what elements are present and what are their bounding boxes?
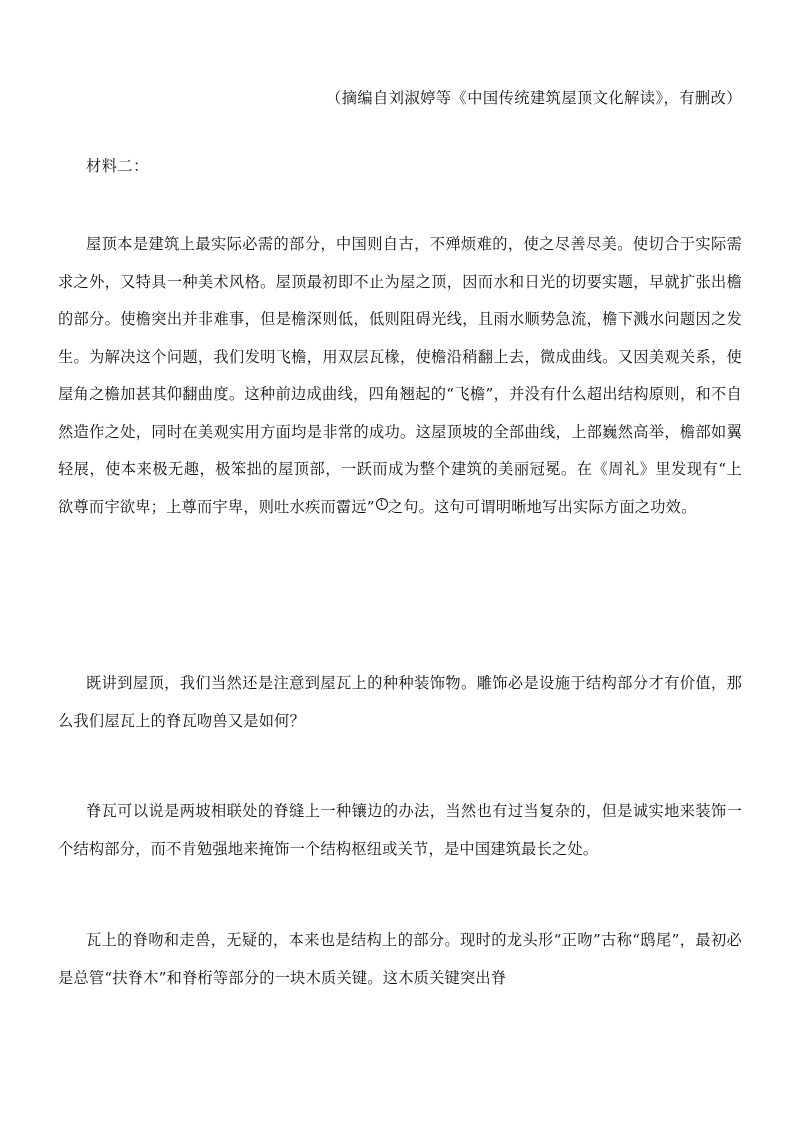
- footnote-marker: [376, 498, 388, 509]
- paragraph-roof-decoration: 既讲到屋顶，我们当然还是注意到屋瓦上的种种装饰物。雕饰必是设施于结构部分才有价值，那么我们屋瓦上的脊瓦吻兽又是如何？: [58, 674, 742, 730]
- source-citation: （摘编自刘淑婷等《中国传统建筑屋顶文化解读》，有删改）: [326, 89, 742, 107]
- paragraph-ridge-tiles: 脊瓦可以说是两坡相联处的脊缝上一种镶边的办法，当然也有过当复杂的，但是诚实地来装饰一个结构部分，而不肯勉强地来掩饰一个结构枢纽或关节，是中国建筑最长之处。: [58, 802, 742, 858]
- paragraph-roof-function: [58, 226, 742, 526]
- paragraph-text: 屋顶本是建筑上最实际必需的部分，中国则自古，不殚烦难的，使之尽善尽美。使切合于实际需求之外，又特具一种美术风格。屋顶最初即不止为屋之顶，因而水和日光的切要实题，早就扩张出檐的部分。使檐突出并非难事，但是檐深则低，低则阻碍光线，且雨水顺势急流，檐下溅水问题因之发生。为解决这个问题，我们发明飞檐，用双层瓦椽，使檐沿稍翻上去，微成曲线。又因美观关系，使屋角之檐加甚其仰翻曲度。这种前边成曲线，四角翘起的“飞檐”，并没有什么超出结构原则，和不自然造作之处，同时在美观实用方面均是非常的成功。这屋顶坡的全部曲线，上部巍然高举，檐部如翼轻展，使本来极无趣，极笨拙的屋顶部，一跃而成为整个建筑的美丽冠冕。在《周礼》里发现有“上欲尊而宇欲卑；上尊而宇卑，则吐水疾而霤远”: [58, 235, 742, 516]
- footnote-number: 1: [376, 498, 388, 510]
- section-heading: 材料二：: [86, 157, 149, 175]
- paragraph-ridge-ornaments: 瓦上的脊吻和走兽，无疑的，本来也是结构上的部分。现时的龙头形“正吻”古称“鸱尾”，最初必是总管“扶脊木”和脊桁等部分的一块木质关键。这木质关键突出脊: [58, 931, 742, 987]
- paragraph-text-continued: 之句。这句可谓明晰地写出实际方面之功效。: [387, 497, 697, 516]
